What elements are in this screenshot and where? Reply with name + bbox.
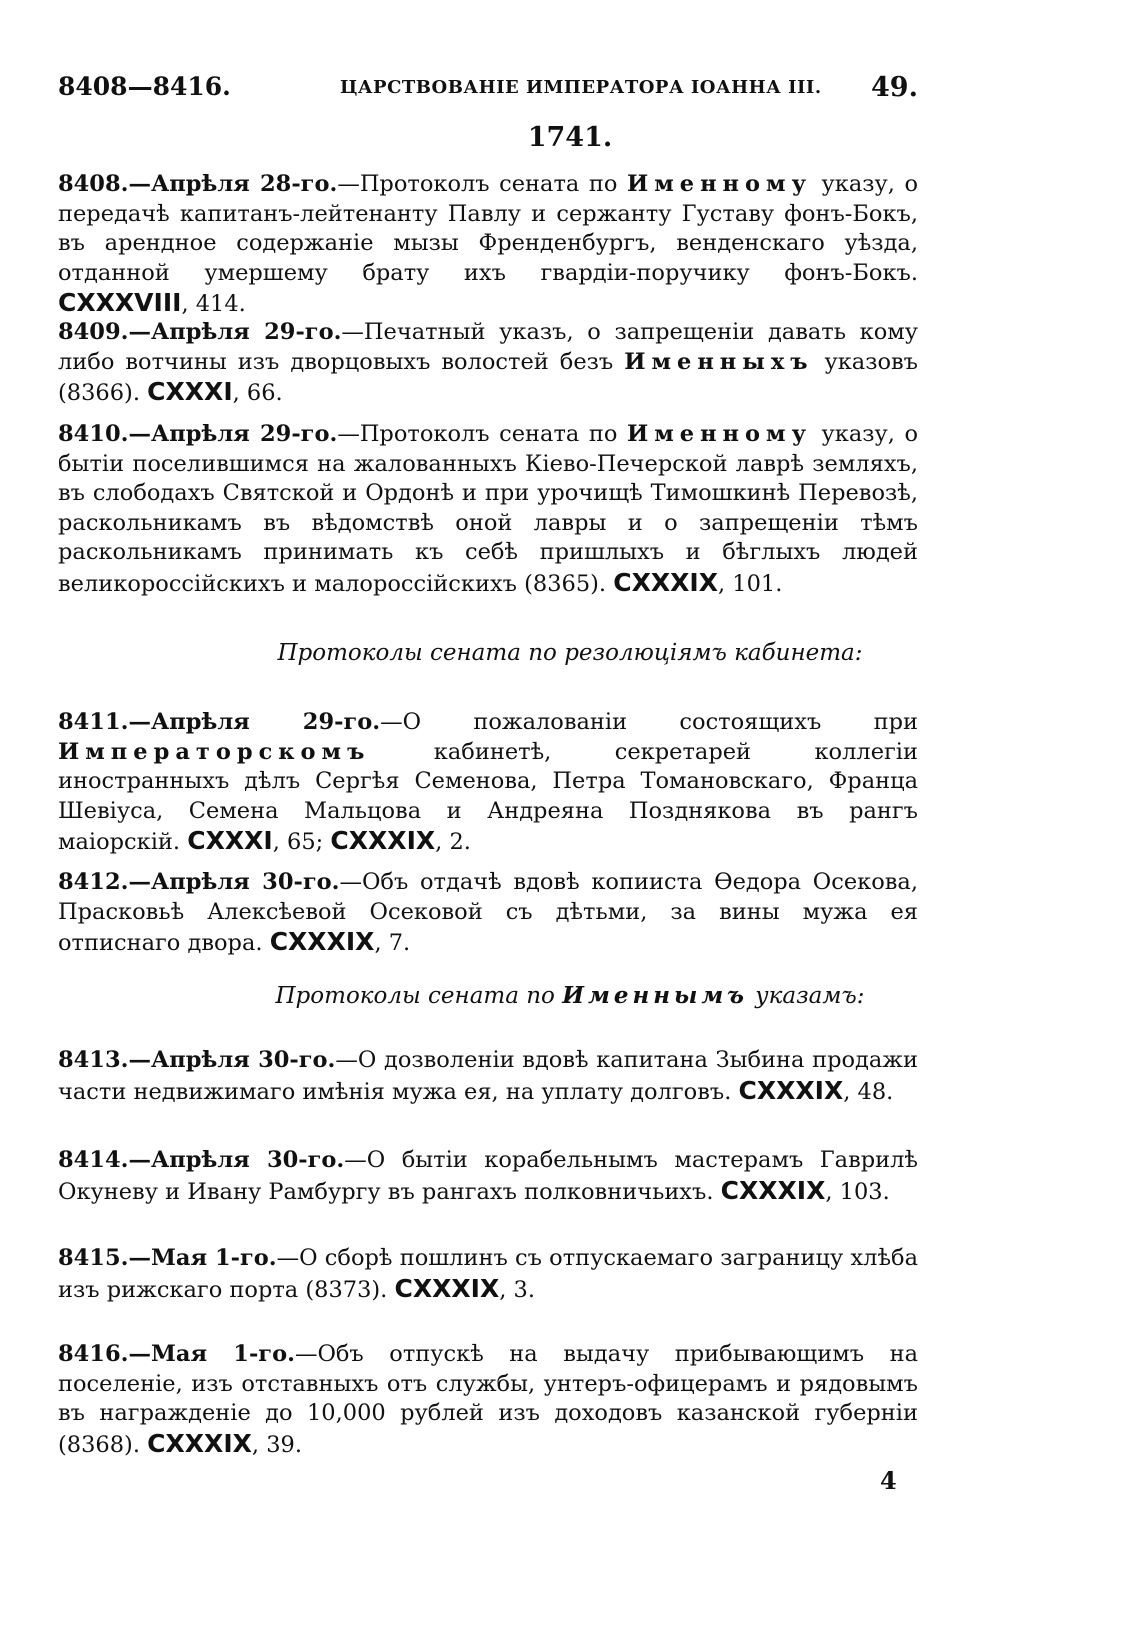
entry-8413: [58, 1046, 918, 1107]
volume-ref-2: CXXXIX: [330, 826, 436, 855]
entry-text: —О сборѣ пошлинъ съ отпускаемаго заграницу хлѣба изъ рижскаго порта (8373).: [58, 1245, 918, 1303]
page-ref: , 101.: [717, 570, 783, 597]
volume-ref: CXXXIX: [147, 1428, 252, 1458]
entry-8408: [58, 170, 918, 320]
entry-spaced-word: Именному: [626, 171, 812, 197]
entry-text-cont: указу, о бытіи поселившимся на жалованныхъ Кіево-Печерской лаврѣ земляхъ, въ слободахъ Святской и Ордонѣ и при урочищѣ Тимошкинѣ Перевозѣ, раскольникамъ въ вѣдомствѣ оной лавры и о запрещеніи тѣмъ раскольникамъ принимать къ себѣ пришлыхъ и бѣглыхъ людей великороссійскихъ и малороссійскихъ (8365).: [58, 421, 918, 597]
volume-ref: CXXXIX: [738, 1075, 844, 1105]
entry-number: 8416.: [58, 1341, 129, 1367]
page-ref: , 3.: [499, 1276, 536, 1303]
entry-date: —Апрѣля 29-го.: [128, 319, 342, 345]
entry-number: 8409.: [58, 319, 129, 345]
section-heading-cabinet: Протоколы сената по резолюціямъ кабинета:: [277, 640, 863, 666]
page-ref: , 48.: [843, 1078, 894, 1105]
subhead-post: указамъ:: [747, 983, 865, 1009]
entry-number: 8415.: [58, 1245, 129, 1271]
page-number: 49.: [871, 72, 918, 103]
page-ref: , 7.: [374, 930, 411, 956]
entry-8415: [58, 1244, 918, 1305]
page-ref-2: , 2.: [435, 829, 471, 855]
subhead-emphasis: Именнымъ: [562, 982, 748, 1009]
entry-text: —О пожалованіи состоящихъ при: [380, 709, 918, 735]
signature-mark: 4: [880, 1466, 897, 1495]
entry-8416: [58, 1340, 918, 1460]
entry-text-cont: указовъ (8366).: [58, 348, 918, 406]
entry-date: —Апрѣля 30-го.: [128, 1147, 345, 1173]
entry-number: 8412.: [58, 869, 129, 895]
entry-date: —Апрѣля 29-го.: [128, 709, 381, 735]
running-head: [58, 72, 918, 106]
entry-date: —Апрѣля 30-го.: [128, 869, 340, 895]
subhead-pre: Протоколы сената по: [275, 983, 563, 1009]
entry-text-cont: указу, о передачѣ капитанъ-лейтенанту Павлу и сержанту Густаву фонъ-Бокъ, въ арендное содержаніе мызы Френденбургъ, венденскаго уѣзда, отданной умершему брату ихъ гвардіи-поручику фонъ-Бокъ.: [58, 171, 918, 286]
volume-ref: CXXXI: [147, 377, 233, 406]
entry-number: 8414.: [58, 1147, 129, 1173]
entry-text: —Объ отдачѣ вдовѣ копииста Ѳедора Осекова, Прасковьѣ Алексѣевой Осековой съ дѣтьми, за вины мужа ея отписнаго двора.: [58, 869, 918, 956]
section-heading-named-decrees: [0, 982, 1140, 1009]
entry-spaced-word: Именныхъ: [624, 348, 814, 375]
entry-spaced-word: Императорскомъ: [58, 738, 371, 765]
entry-number: 8408.: [58, 171, 129, 197]
entry-8409: [58, 318, 918, 409]
page-ref: , 65;: [272, 829, 324, 855]
entry-text: —Печатный указъ, о запрещеніи давать кому либо вотчины изъ дворцовыхъ волостей безъ: [58, 319, 918, 375]
entry-spaced-word: Именному: [626, 421, 812, 447]
page-ref: , 66.: [232, 380, 283, 406]
volume-ref: CXXXI: [187, 826, 273, 855]
entry-text: —О бытіи корабельнымъ мастерамъ Гаврилѣ Окуневу и Ивану Рамбургу въ рангахъ полковничьихъ.: [58, 1147, 918, 1205]
entry-text: —О дозволеніи вдовѣ капитана Зыбина продажи части недвижимаго имѣнія мужа ея, на уплату долговъ.: [58, 1047, 918, 1105]
entry-text: —Протоколъ сената по: [337, 171, 627, 197]
entry-date: —Мая 1-го.: [128, 1245, 277, 1271]
entry-text: —Протоколъ сената по: [337, 421, 627, 447]
volume-ref: CXXXIX: [269, 927, 375, 956]
entry-8411: [58, 708, 918, 858]
volume-ref: CXXXIX: [613, 567, 718, 597]
entry-date: —Апрѣля 29-го.: [128, 421, 338, 447]
entry-number: 8410.: [58, 421, 129, 447]
entry-date: —Апрѣля 30-го.: [128, 1047, 336, 1073]
entry-date: —Апрѣля 28-го.: [128, 171, 338, 197]
entry-text-cont: кабинетѣ, секретарей коллегіи иностранныхъ дѣлъ Сергѣя Семенова, Петра Томановскаго, Франца Шевіуса, Семена Мальцова и Андреяна Позднякова въ рангъ маіорскій.: [58, 738, 918, 855]
running-title: ЦАРСТВОВАНІЕ ИМПЕРАТОРА ІОАННА III.: [340, 77, 822, 98]
volume-ref: CXXXIX: [394, 1273, 500, 1303]
entry-8414: [58, 1146, 918, 1207]
page-ref: , 414.: [181, 291, 246, 317]
volume-ref: CXXXIX: [720, 1175, 826, 1205]
page-ref: , 39.: [251, 1431, 302, 1458]
entry-date: —Мая 1-го.: [128, 1341, 295, 1367]
entry-8412: [58, 868, 918, 959]
year-heading: 1741.: [527, 122, 613, 153]
entry-number: 8411.: [58, 709, 129, 735]
entry-range: 8408—8416.: [58, 72, 231, 101]
page-ref: , 103.: [825, 1178, 890, 1205]
entry-text: —Объ отпускѣ на выдачу прибывающимъ на поселеніе, изъ отставныхъ отъ службы, унтеръ-офицерамъ и рядовымъ въ награжденіе до 10,000 рублей изъ доходовъ казанской губерніи (8368).: [58, 1341, 918, 1458]
volume-ref: CXXXVIII: [58, 288, 182, 317]
entry-number: 8413.: [58, 1047, 129, 1073]
entry-8410: [58, 420, 918, 599]
